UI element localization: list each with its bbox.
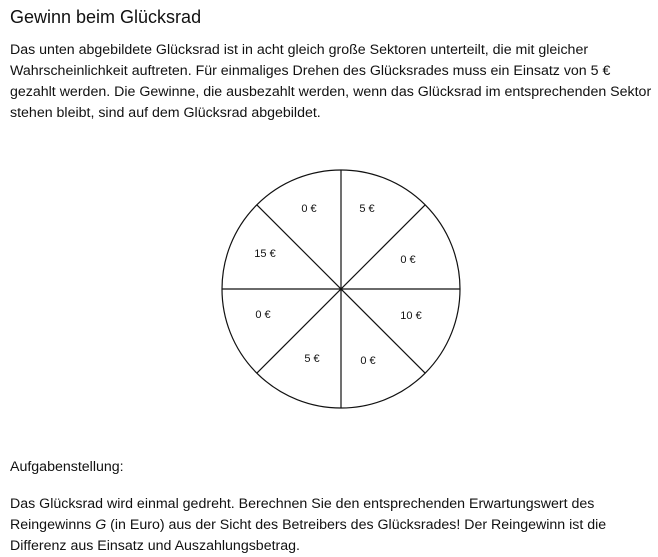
sector-label-6: 0 € (255, 309, 271, 321)
task-text-end: (in Euro) aus der Sicht des Betreibers des Glücksrades! Der Reingewinn ist die Differenz aus Einsatz und Auszahlungsbetrag. (10, 517, 607, 554)
sector-label-3: 10 € (400, 310, 422, 322)
sector-label-2: 0 € (400, 254, 416, 266)
task-text-start: Das Glücksrad wird einmal gedreht. Berechnen Sie den entsprechenden Erwartungswert des Reingewinns (10, 496, 595, 533)
intro-paragraph: Das unten abgebildete Glücksrad ist in acht gleich große Sektoren unterteilt, die mit gleicher Wahrscheinlichkeit auftreten. Für einmaliges Drehen des Glücksrades muss ein Einsatz von 5 € gezahlt werden. Die Gewinne, die ausbezahlt werden, wenn das Glücksrad im entsprechenden Sektor stehen bleibt, sind auf dem Glücksrad abgebildet. (10, 42, 652, 121)
sector-label-5: 5 € (304, 353, 320, 365)
sector-label-8: 0 € (301, 203, 317, 215)
task-heading: Aufgabenstellung: (10, 459, 124, 475)
sector-label-1: 5 € (359, 203, 375, 215)
page-title: Gewinn beim Glücksrad (10, 7, 202, 27)
prize-wheel (218, 166, 464, 412)
task-paragraph (10, 494, 655, 557)
sector-label-4: 0 € (360, 355, 376, 367)
variable-g: G (95, 517, 107, 533)
sector-label-7: 15 € (254, 248, 276, 260)
